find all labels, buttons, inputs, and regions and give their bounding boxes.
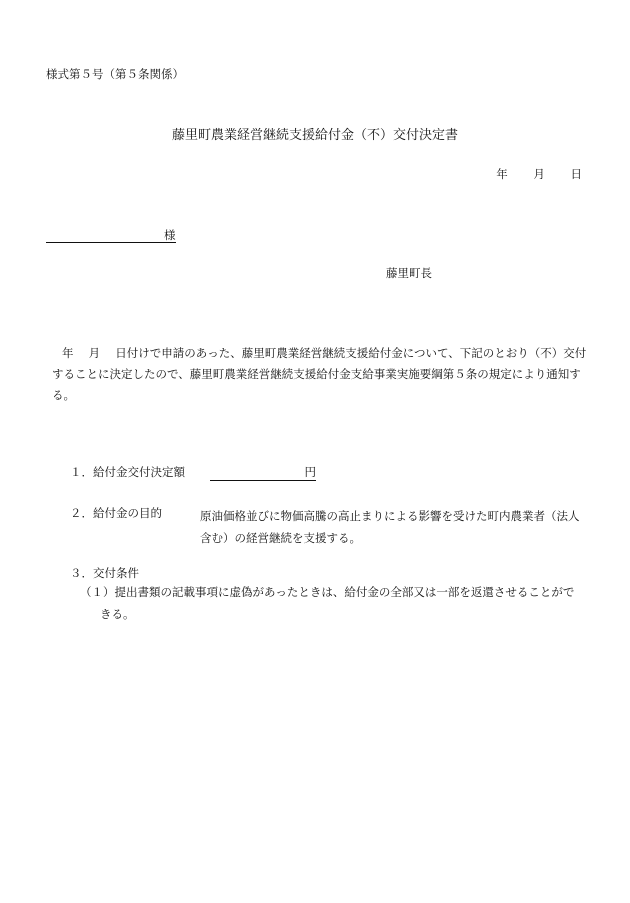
date-day: 日 xyxy=(570,167,582,181)
section-amount xyxy=(70,464,316,480)
document-title: 藤里町農業経営継続支援給付金（不）交付決定書 xyxy=(171,128,458,143)
body-paragraph: 年 月 日付けで申請のあった、藤里町農業経営継続支援給付金について、下記のとおり（不）交付することに決定したので、藤里町農業経営継続支援給付金支給事業実施要綱第５条の規定により通知する。 xyxy=(52,346,587,402)
condition-1-continued: きる。 xyxy=(100,607,135,621)
form-number: 様式第５号（第５条関係） xyxy=(46,67,184,81)
section-purpose-text: 原油価格並びに物価高騰の高止まりによる影響を受けた町内農業者（法人含む）の経営継続を支援する。 xyxy=(200,509,580,545)
amount-field: 円 xyxy=(210,464,316,481)
section-purpose-label: ２．給付金の目的 xyxy=(70,506,162,520)
issuer: 藤里町長 xyxy=(386,266,432,280)
section-conditions-label: ３．交付条件 xyxy=(70,566,139,580)
recipient-blank xyxy=(46,230,164,243)
date-month: 月 xyxy=(533,167,545,181)
section-amount-label: １．給付金交付決定額 xyxy=(70,465,185,479)
date-line xyxy=(496,166,582,182)
recipient-line xyxy=(46,227,176,243)
condition-1: （１）提出書類の記載事項に虚偽があったときは、給付金の全部又は一部を返還させることがで xyxy=(80,585,575,599)
date-year: 年 xyxy=(496,167,508,181)
recipient-suffix: 様 xyxy=(164,228,176,242)
